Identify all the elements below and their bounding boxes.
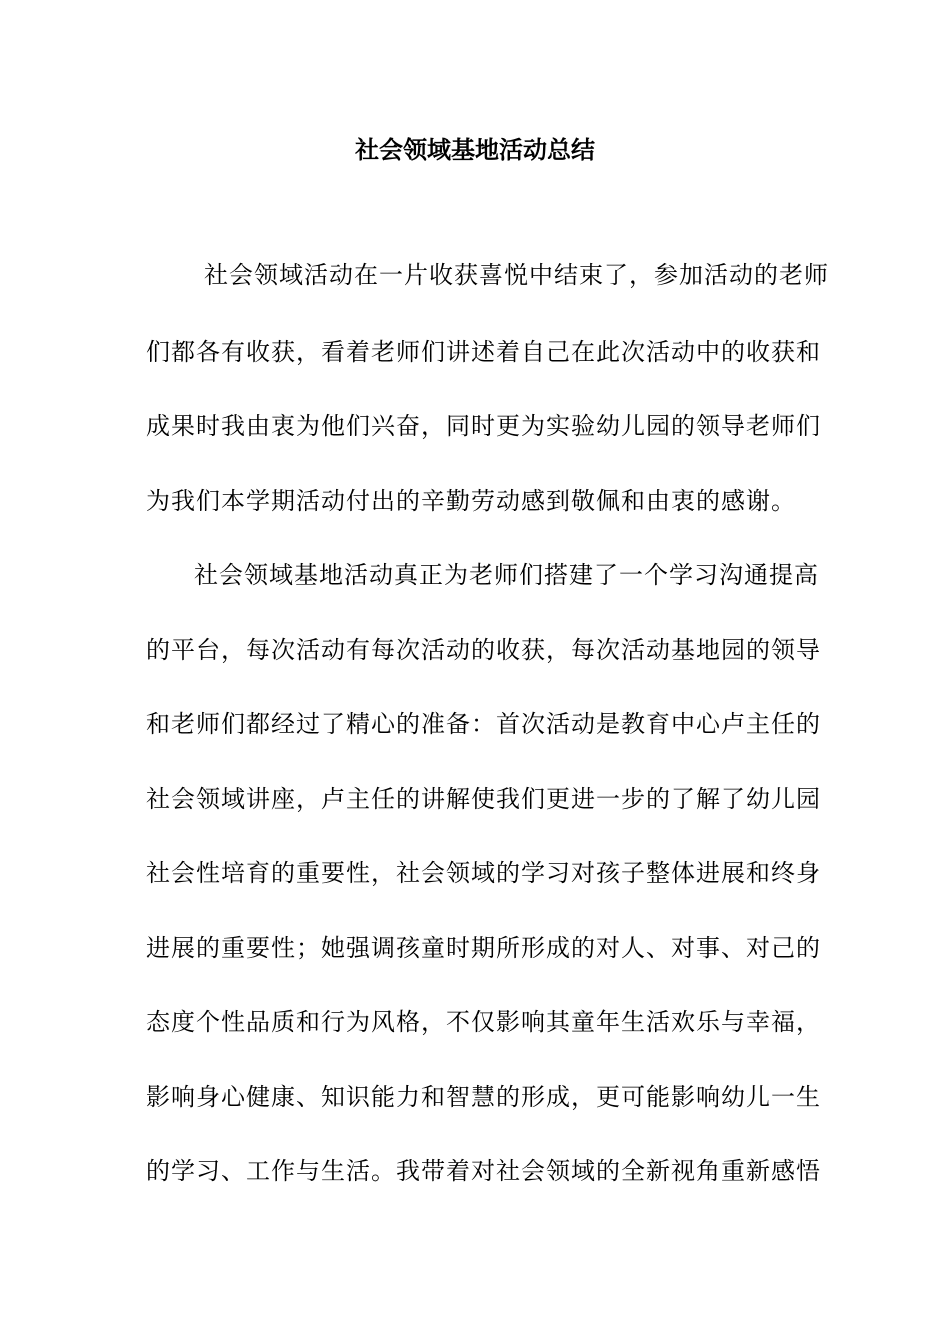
paragraph-2-line-7: 态度个性品质和行为风格，不仅影响其童年生活欢乐与幸福， — [146, 1008, 821, 1036]
paragraph-2-line-4: 社会领域讲座，卢主任的讲解使我们更进一步的了解了幼儿园 — [146, 785, 821, 813]
paragraph-2-line-2: 的平台，每次活动有每次活动的收获，每次活动基地园的领导 — [146, 636, 821, 664]
document-title: 社会领域基地活动总结 — [355, 135, 595, 164]
paragraph-2-line-8: 影响身心健康、知识能力和智慧的形成，更可能影响幼儿一生 — [146, 1083, 821, 1111]
paragraph-2-line-1: 社会领域基地活动真正为老师们搭建了一个学习沟通提高 — [194, 561, 819, 589]
paragraph-2-line-3: 和老师们都经过了精心的准备：首次活动是教育中心卢主任的 — [146, 710, 821, 738]
paragraph-2-line-5: 社会性培育的重要性，社会领域的学习对孩子整体进展和终身 — [146, 859, 821, 887]
paragraph-1-line-2: 们都各有收获，看着老师们讲述着自己在此次活动中的收获和 — [146, 338, 821, 366]
paragraph-2-line-9: 的学习、工作与生活。我带着对社会领域的全新视角重新感悟 — [146, 1157, 821, 1185]
paragraph-1-line-1: 社会领域活动在一片收获喜悦中结束了，参加活动的老师 — [204, 261, 829, 289]
paragraph-1-line-3: 成果时我由衷为他们兴奋，同时更为实验幼儿园的领导老师们 — [146, 412, 821, 440]
paragraph-1-line-4: 为我们本学期活动付出的辛勤劳动感到敬佩和由衷的感谢。 — [146, 487, 796, 515]
paragraph-2-line-6: 进展的重要性；她强调孩童时期所形成的对人、对事、对己的 — [146, 934, 821, 962]
